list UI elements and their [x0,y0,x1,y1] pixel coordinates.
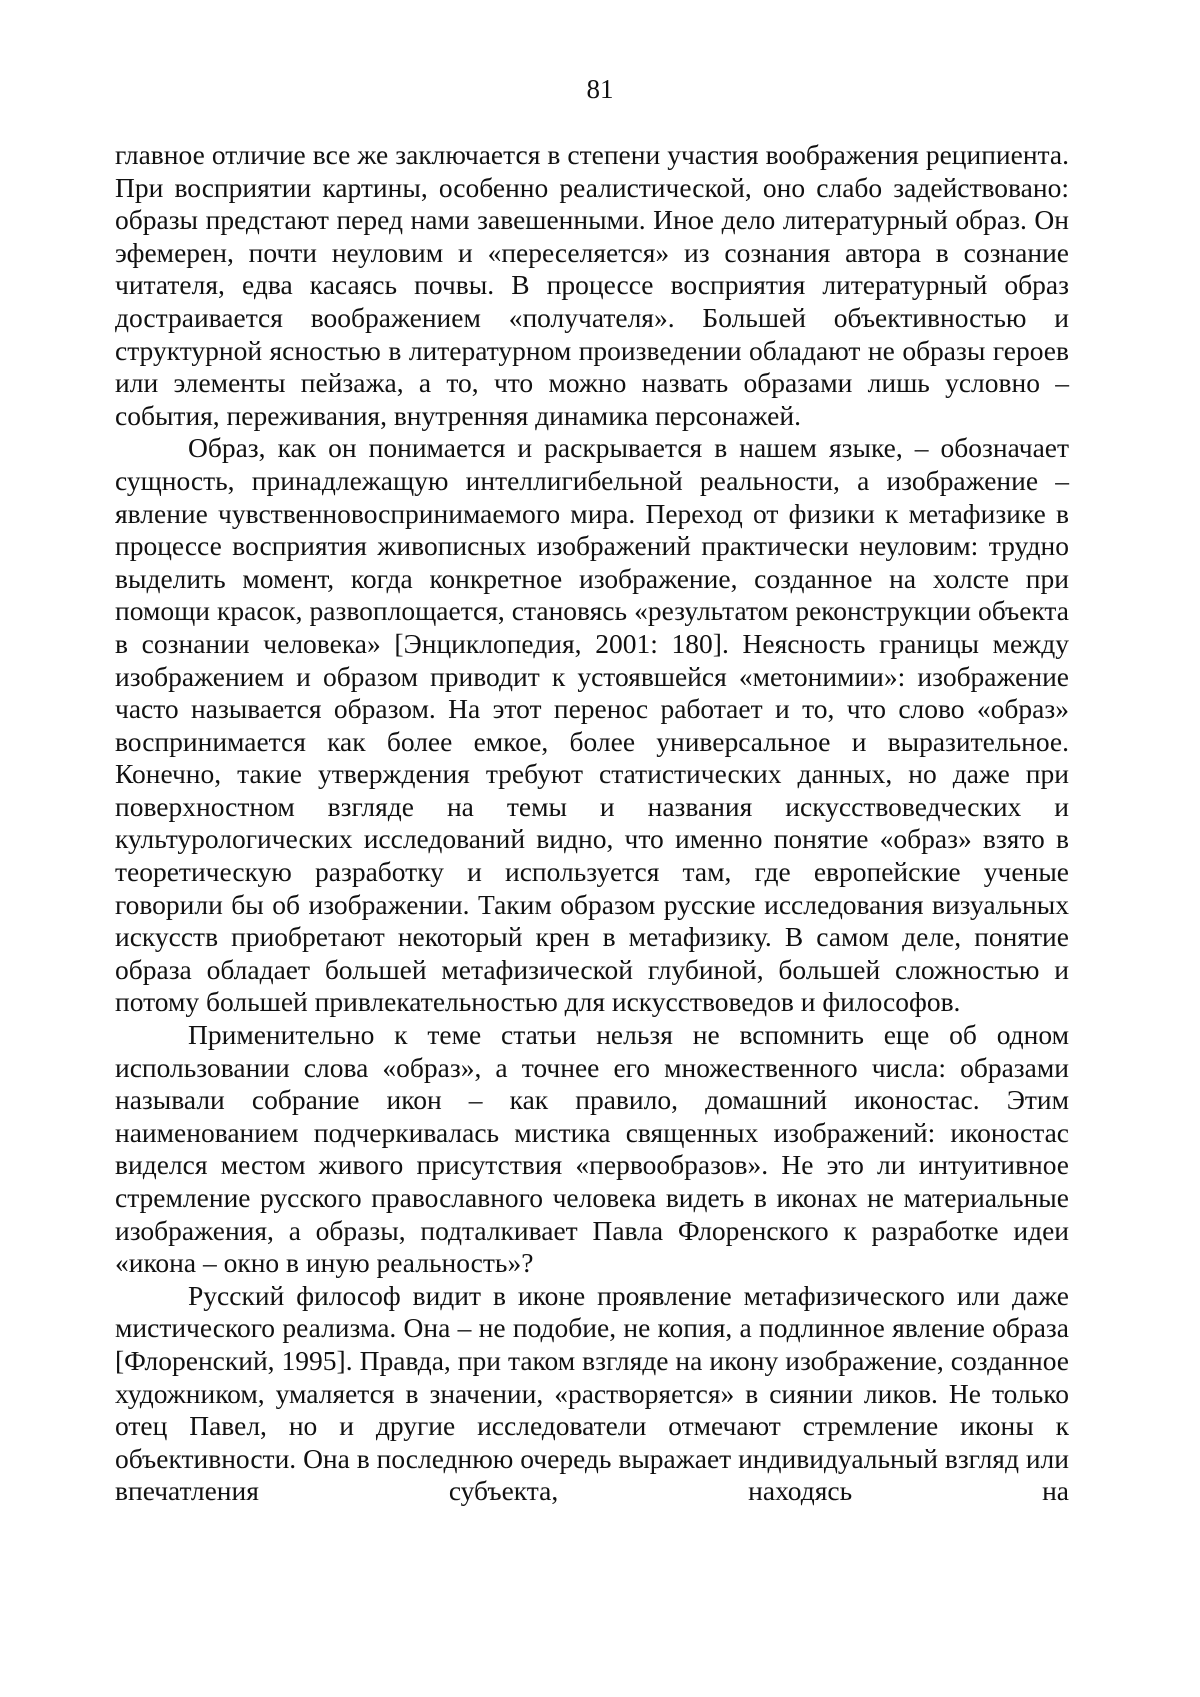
page-number: 81 [586,74,614,104]
paragraph-4: Русский философ видит в иконе проявление метафизического или даже мистического реализма. Она – не подобие, не копия, а подлинное явление образа [Флоренский, 1995]. Правда, при таком взгляде на икону изображение, созданное художником, умаляется в значении, «растворяется» в сиянии ликов. Не только отец Павел, но и другие исследователи отмечают стремление иконы к объективности. Она в последнюю очередь выражает индивидуальный взгляд или впечатления субъекта, находясь на [115,1279,1069,1507]
document-body [115,139,1069,1508]
paragraph-2: Образ, как он понимается и раскрывается в нашем языке, – обозначает сущность, принадлежащую интеллигибельной реальности, а изображение – явление чувственновоспринимаемого мира. Переход от физики к метафизике в процессе восприятия живописных изображений практически неуловим: трудно выделить момент, когда конкретное изображение, созданное на холсте при помощи красок, развоплощается, становясь «результатом реконструкции объекта в сознании человека» [Энциклопедия, 2001: 180]. Неясность границы между изображением и образом приводит к устоявшейся «метонимии»: изображение часто называется образом. На этот перенос работает и то, что слово «образ» воспринимается как более емкое, более универсальное и выразительное. Конечно, такие утверждения требуют статистических данных, но даже при поверхностном взгляде на темы и названия искусствоведческих и культурологических исследований видно, что именно понятие «образ» взято в теоретическую разработку и используется там, где европейские ученые говорили бы об изображении. Таким образом русские исследования визуальных искусств приобретают некоторый крен в метафизику. В самом деле, понятие образа обладает большей метафизической глубиной, большей сложностью и потому большей привлекательностью для искусствоведов и философов. [115,432,1069,1018]
paragraph-1: главное отличие все же заключается в степени участия воображения реципиента. При восприятии картины, особенно реалистической, оно слабо задействовано: образы предстают перед нами завешенными. Иное дело литературный образ. Он эфемерен, почти неуловим и «переселяется» из сознания автора в сознание читателя, едва касаясь почвы. В процессе восприятия литературный образ достраивается воображением «получателя». Большей объективностью и структурной ясностью в литературном произведении обладают не образы героев или элементы пейзажа, а то, что можно назвать образами лишь условно – события, переживания, внутренняя динамика персонажей. [115,139,1069,431]
paragraph-3: Применительно к теме статьи нельзя не вспомнить еще об одном использовании слова «образ», а точнее его множественного числа: образами называли собрание икон – как правило, домашний иконостас. Этим наименованием подчеркивалась мистика священных изображений: иконостас виделся местом живого присутствия «первообразов». Не это ли интуитивное стремление русского православного человека видеть в иконах не материальные изображения, а образы, подталкивает Павла Флоренского к разработке идеи «икона – окно в иную реальность»? [115,1019,1069,1279]
